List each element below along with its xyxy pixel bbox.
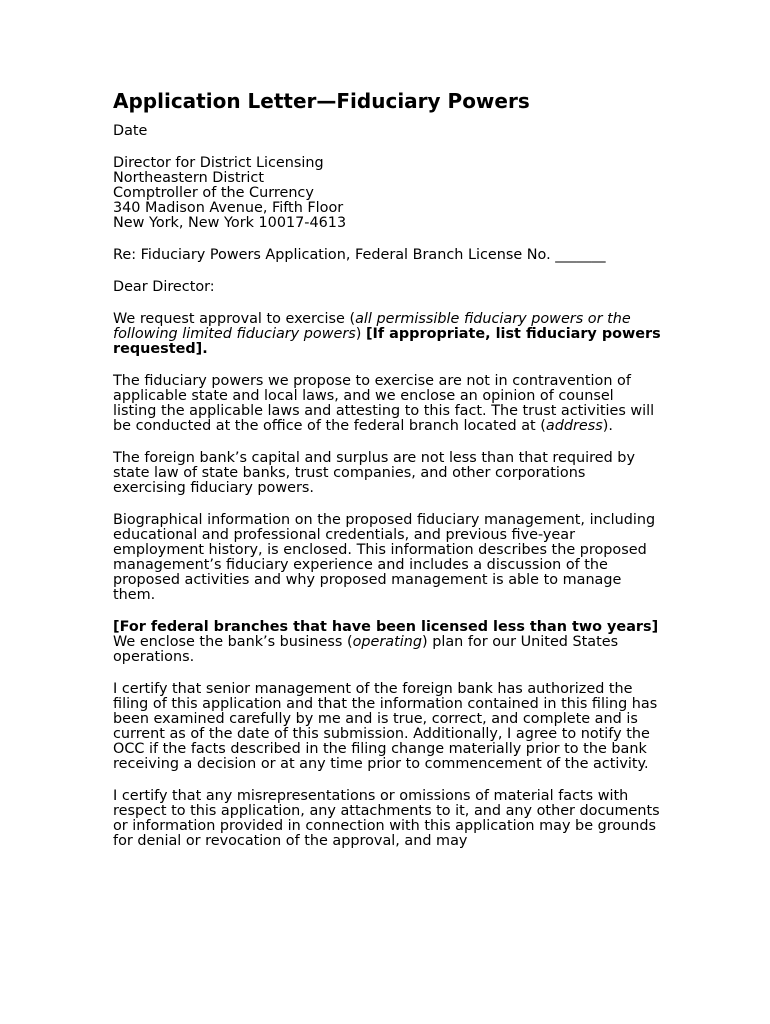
re-line: Re: Fiduciary Powers Application, Federal Branch License No. _______	[113, 247, 606, 263]
recipient-line: Director for District Licensing	[113, 155, 324, 171]
paragraph-bold: [If appropriate, list fiduciary powers requested].	[113, 326, 661, 357]
paragraph-text: )	[355, 326, 366, 342]
letter-page	[113, 88, 668, 866]
paragraph-italic: address	[545, 418, 603, 434]
recipient-line: Northeastern District	[113, 170, 264, 186]
paragraph-misrepresentation: I certify that any misrepresentations or omissions of material facts with respect to this application, any attachments to it, and any other documents or information provided in connection with this application may be grounds for denial or revocation of the approval, and may	[113, 788, 660, 849]
paragraph-italic: operating	[352, 634, 423, 650]
paragraph-certification: I certify that senior management of the foreign bank has authorized the filing of this application and that the information contained in this filing has been examined carefully by me and is true, correct, and complete and is current as of the date of this submission. Additionally, I agree to notify the OCC if the facts described in the filing change materially prior to the bank receiving a decision or at any time prior to commencement of the activity.	[113, 681, 658, 772]
paragraph-bold: [For federal branches that have been licensed less than two years]	[113, 619, 659, 635]
recipient-line: 340 Madison Avenue, Fifth Floor	[113, 200, 344, 216]
recipient-line: New York, New York 10017-4613	[113, 215, 347, 231]
paragraph-request	[113, 312, 661, 357]
paragraph-business-plan	[113, 619, 668, 665]
paragraph-text: We enclose the bank’s business (	[113, 619, 668, 650]
recipient-address	[113, 156, 661, 231]
paragraph-italic: all permissible fiduciary powers or the following limited fiduciary powers	[113, 311, 631, 342]
paragraph-text: The fiduciary powers we propose to exercise are not in contravention of applicable state and local laws, and we enclose an opinion of counsel listing the applicable laws and attesting to this fact. The trust activities will be conducted at the office of the federal branch located at (	[113, 373, 655, 434]
recipient-line: Comptroller of the Currency	[113, 185, 314, 201]
paragraph-text: ) plan for our United States operations.	[113, 634, 619, 665]
letter-title: Application Letter—Fiduciary Powers	[113, 89, 530, 113]
salutation: Dear Director:	[113, 279, 215, 295]
paragraph-capital: The foreign bank’s capital and surplus are not less than that required by state law of state banks, trust companies, and other corporations exercising fiduciary powers.	[113, 450, 635, 496]
paragraph-text: ).	[602, 418, 613, 434]
date-line: Date	[113, 123, 148, 139]
paragraph-biographical: Biographical information on the proposed fiduciary management, including educational and professional credentials, and previous five-year employment history, is enclosed. This information describes the proposed management’s fiduciary experience and includes a discussion of the proposed activities and why proposed management is able to manage them.	[113, 512, 656, 603]
paragraph-legal-opinion	[113, 374, 661, 434]
paragraph-text: We request approval to exercise (	[113, 311, 356, 327]
